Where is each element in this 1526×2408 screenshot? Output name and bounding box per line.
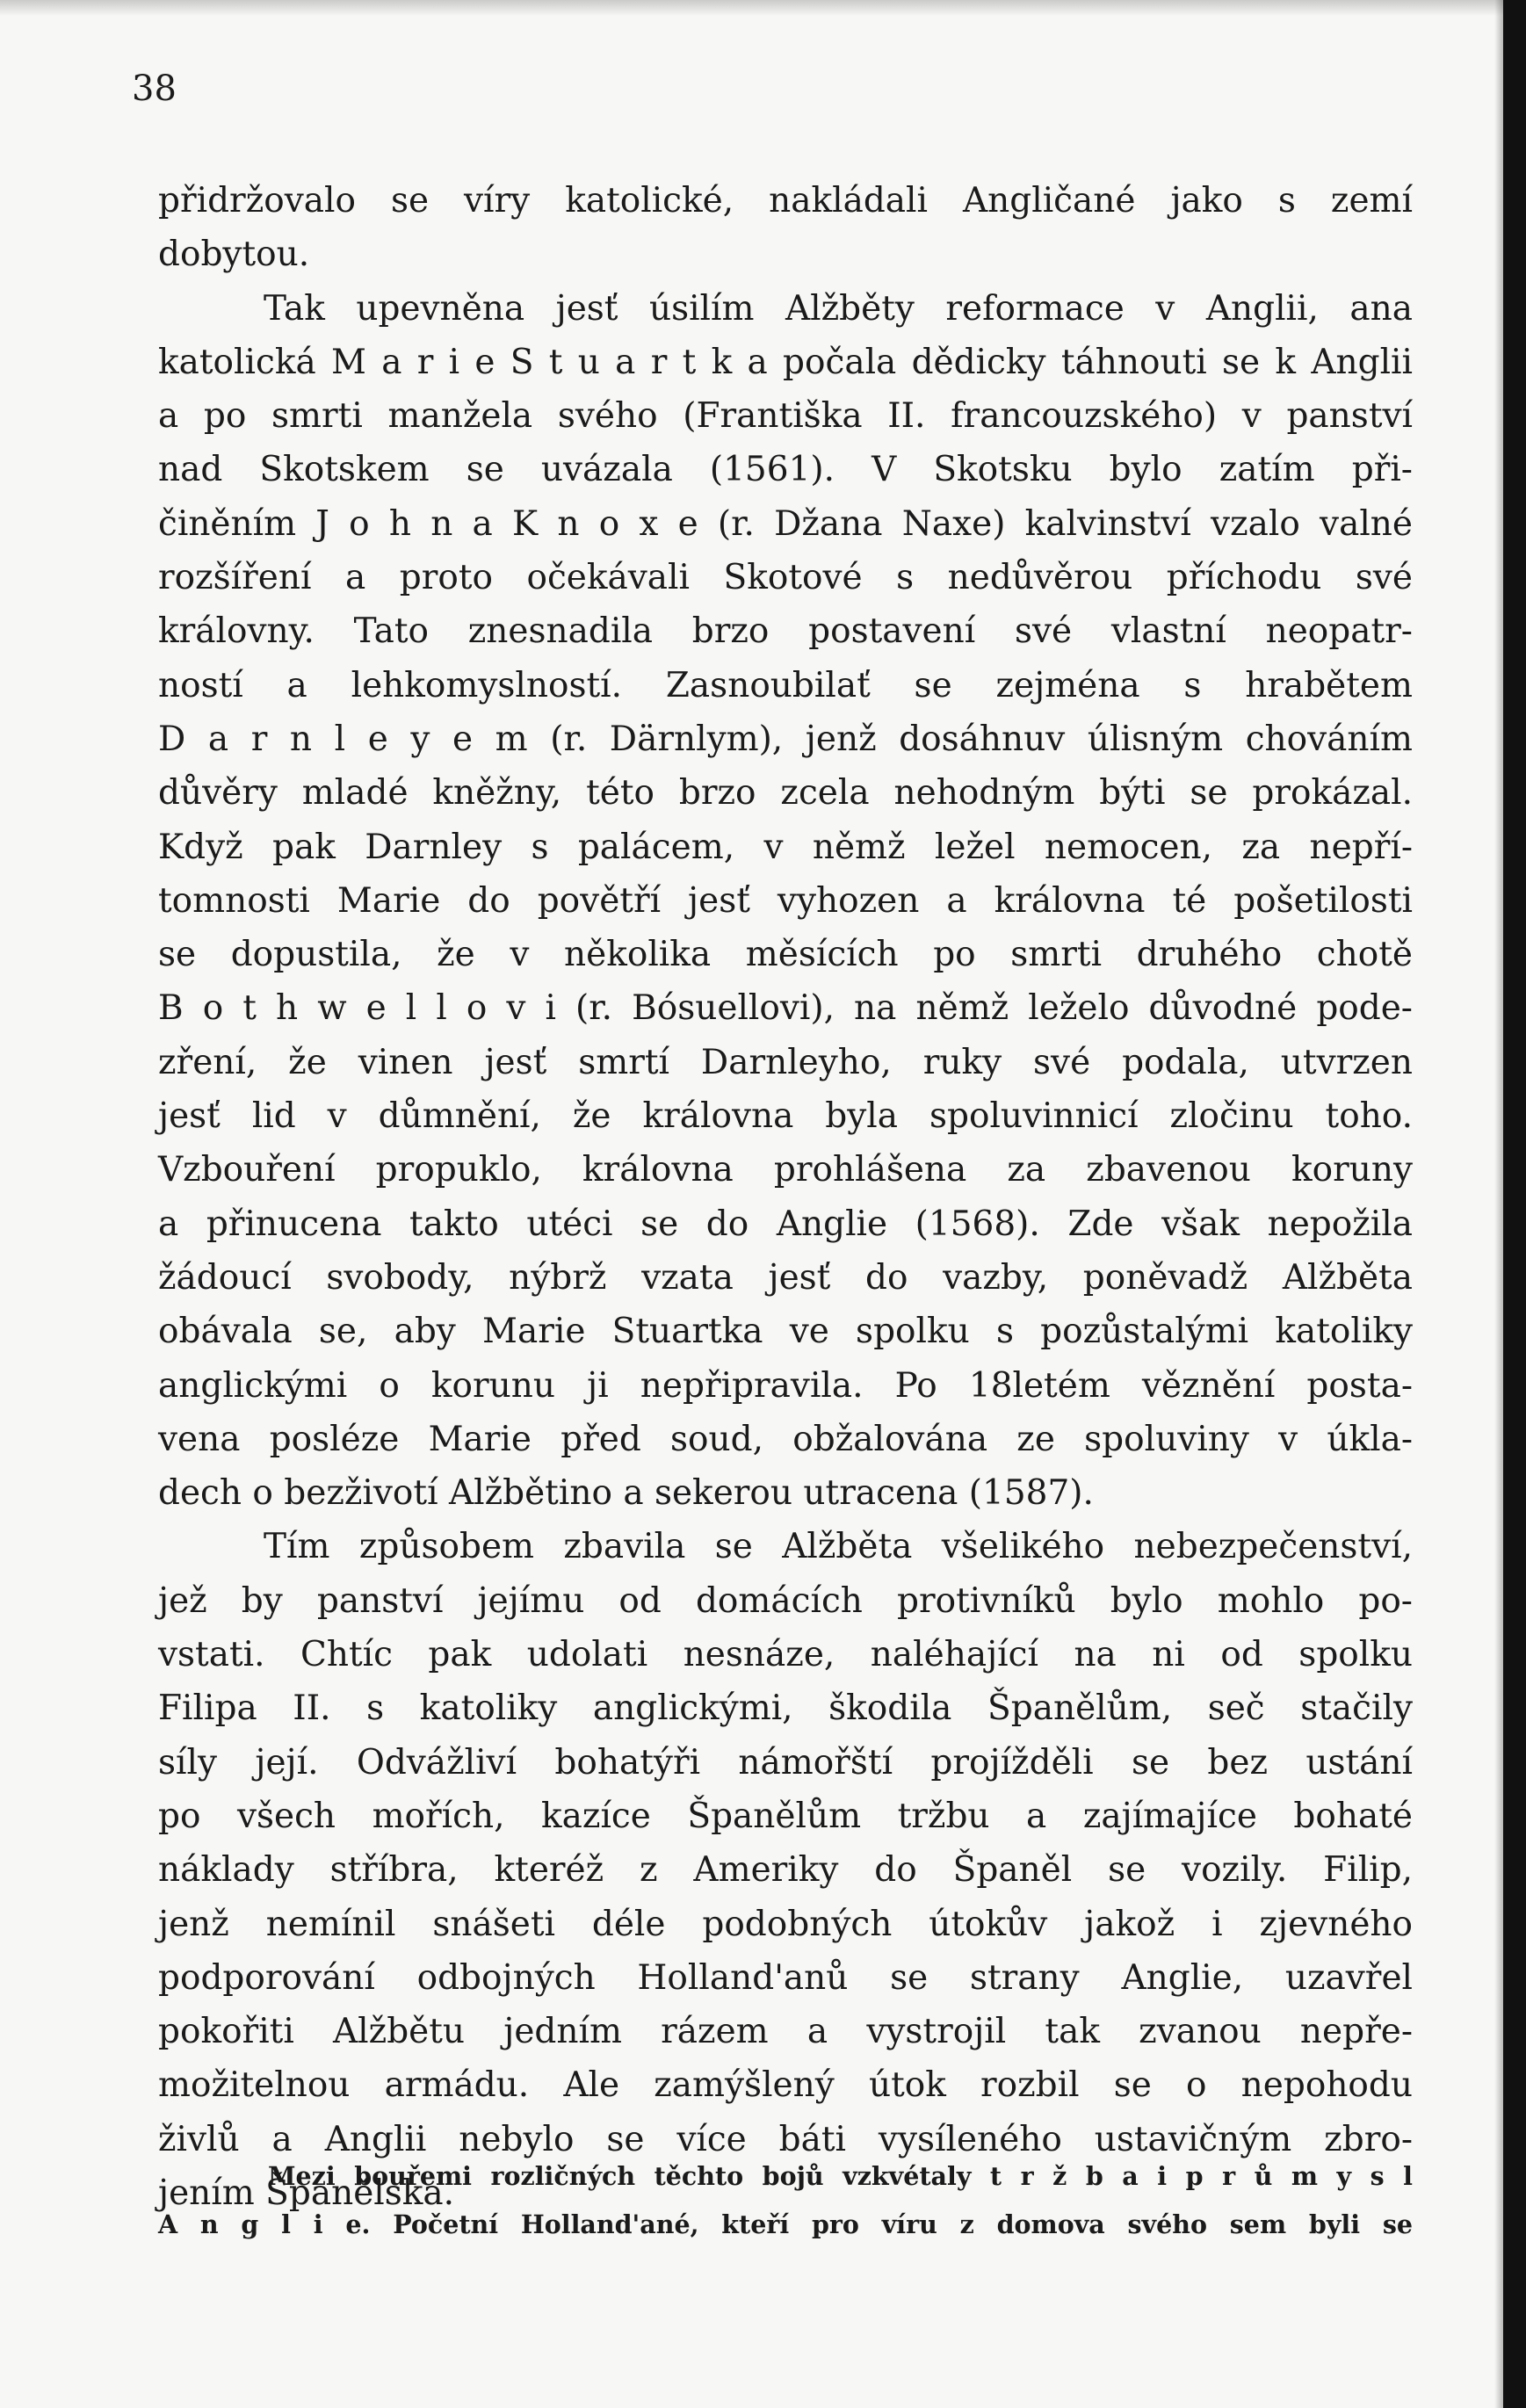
text-line: Když pak Darnley s palácem, v němž ležel nemocen, za nepří- — [158, 827, 1413, 867]
text-line: katolická M a r i e S t u a r t k a počala dědicky táhnouti se k Anglii — [158, 342, 1413, 382]
footnote-line: A n g l i e. Početní Holland'ané, kteří pro víru z domova svého sem byli se — [158, 2209, 1413, 2239]
text-line: jením Španělska. — [158, 2173, 455, 2213]
text-line: podporování odbojných Holland'anů se strany Anglie, uzavřel — [158, 1957, 1413, 1998]
text-line: síly její. Odvážliví bohatýři námořští projížděli se bez ustání — [158, 1742, 1413, 1782]
text-line: D a r n l e y e m (r. Därnlym), jenž dosáhnuv úlisným chováním — [158, 719, 1413, 759]
main-text-block — [158, 174, 1413, 2220]
text-line: vena posléze Marie před soud, obžalována ze spoluviny v úkla- — [158, 1419, 1413, 1459]
text-line: jesť lid v důmnění, že královna byla spoluvinnicí zločinu toho. — [158, 1096, 1413, 1137]
text-line: možitelnou armádu. Ale zamýšlený útok rozbil se o nepohodu — [158, 2065, 1413, 2106]
text-line: činěním J o h n a K n o x e (r. Džana Naxe) kalvinství vzalo valné — [158, 503, 1413, 544]
text-line: dobytou. — [158, 235, 310, 275]
text-line: královny. Tato znesnadila brzo postavení své vlastní neopatr- — [158, 611, 1413, 652]
text-line: pokořiti Alžbětu jedním rázem a vystrojil tak zvanou nepře- — [158, 2012, 1413, 2052]
text-line: ností a lehkomyslností. Zasnoubilať se zejména s hrabětem — [158, 665, 1413, 705]
text-line: se dopustila, že v několika měsících po smrti druhého chotě — [158, 935, 1413, 975]
text-line: Tak upevněna jesť úsilím Alžběty reformace v Anglii, ana — [264, 288, 1413, 329]
scan-dark-border — [1503, 0, 1526, 2408]
text-line: vstati. Chtíc pak udolati nesnáze, naléhající na ni od spolku — [158, 1635, 1413, 1675]
text-line: tomnosti Marie do povětří jesť vyhozen a královna té pošetilosti — [158, 880, 1413, 921]
footnote-block — [158, 2152, 1413, 2249]
text-line: B o t h w e l l o v i (r. Bósuellovi), na němž leželo důvodné pode- — [158, 988, 1413, 1029]
text-line: obávala se, aby Marie Stuartka ve spolku s pozůstalými katoliky — [158, 1312, 1413, 1352]
text-line: zření, že vinen jesť smrtí Darnleyho, ruky své podala, utvrzen — [158, 1042, 1413, 1082]
text-line: nad Skotskem se uvázala (1561). V Skotsku bylo zatím při- — [158, 450, 1413, 490]
text-line: a po smrti manžela svého (Františka II. francouzského) v panství — [158, 396, 1413, 437]
text-line: náklady stříbra, kteréž z Ameriky do Španěl se vozily. Filip, — [158, 1850, 1413, 1891]
text-line: anglickými o korunu ji nepřipravila. Po 18letém věznění posta- — [158, 1365, 1413, 1406]
text-line: důvěry mladé kněžny, této brzo zcela nehodným býti se prokázal. — [158, 773, 1413, 814]
text-line: Vzbouření propuklo, královna prohlášena za zbavenou koruny — [158, 1150, 1413, 1190]
text-line: žádoucí svobody, nýbrž vzata jesť do vazby, poněvadž Alžběta — [158, 1257, 1413, 1298]
text-line: živlů a Anglii nebylo se více báti vysíleného ustavičným zbro- — [158, 2119, 1413, 2159]
text-line: rozšíření a proto očekávali Skotové s nedůvěrou příchodu své — [158, 558, 1413, 598]
text-line: a přinucena takto utéci se do Anglie (1568). Zde však nepožila — [158, 1204, 1413, 1244]
footnote-line: Mezi bouřemi rozličných těchto bojů vzkvétaly t r ž b a i p r ů m y s l — [268, 2161, 1413, 2191]
page-number: 38 — [132, 69, 177, 109]
text-line: přidržovalo se víry katolické, nakládali Angličané jako s zemí — [158, 181, 1413, 221]
text-line: Tím způsobem zbavila se Alžběta všelikého nebezpečenství, — [264, 1527, 1413, 1567]
page-gutter-shadow — [1494, 0, 1503, 2408]
text-line: jenž nemínil snášeti déle podobných útokův jakož i zjevného — [158, 1904, 1413, 1944]
text-line: Filipa II. s katoliky anglickými, škodila Španělům, seč stačily — [158, 1688, 1413, 1729]
text-line: jež by panství jejímu od domácích protivníků bylo mohlo po- — [158, 1580, 1413, 1621]
text-line: dech o bezživotí Alžbětino a sekerou utracena (1587). — [158, 1473, 1094, 1514]
page-top-edge-shadow — [0, 0, 1526, 16]
text-line: po všech mořích, kazíce Španělům tržbu a zajímajíce bohaté — [158, 1796, 1413, 1836]
